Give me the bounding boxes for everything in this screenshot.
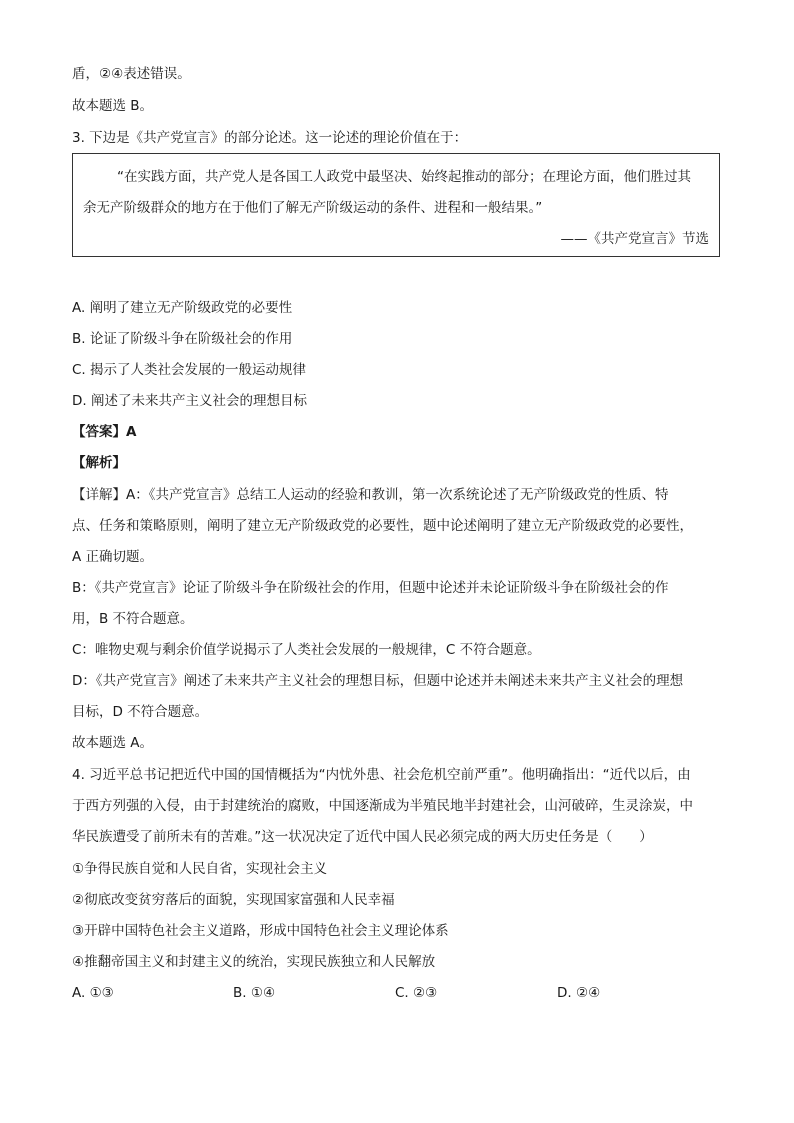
q3-option-b: B. 论证了阶级斗争在阶级社会的作用	[72, 331, 293, 347]
answer-label: 【答案】A	[72, 424, 137, 440]
q2-answer-line: 故本题选 B。	[72, 98, 154, 114]
analysis-line: 用，B 不符合题意。	[72, 611, 194, 627]
q4-item-4: ④推翻帝国主义和封建主义的统治，实现民族独立和人民解放	[72, 954, 436, 970]
analysis-line: 目标，D 不符合题意。	[72, 704, 209, 720]
q4-option-c: C. ②③	[395, 985, 438, 1001]
q4-stem-line: 4. 习近平总书记把近代中国的国情概括为“内忧外患、社会危机空前严重”。他明确指出：“近代以后，由	[72, 767, 691, 783]
analysis-line: D：《共产党宣言》阐述了未来共产主义社会的理想目标，但题中论述并未阐述未来共产主义社会的理想	[72, 673, 684, 689]
analysis-label: 【解析】	[72, 455, 126, 471]
quote-box	[72, 153, 720, 257]
q4-item-1: ①争得民族自觉和人民自省，实现社会主义	[72, 861, 328, 877]
q4-option-a: A. ①③	[72, 985, 114, 1001]
quote-line-2: 余无产阶级群众的地方在于他们了解无产阶级运动的条件、进程和一般结果。”	[83, 200, 543, 216]
q3-option-c: C. 揭示了人类社会发展的一般运动规律	[72, 362, 307, 378]
analysis-line: A 正确切题。	[72, 549, 154, 565]
q4-option-d: D. ②④	[557, 985, 601, 1001]
q3-option-d: D. 阐述了未来共产主义社会的理想目标	[72, 393, 307, 409]
analysis-line: B：《共产党宣言》论证了阶级斗争在阶级社会的作用，但题中论述并未论证阶级斗争在阶级社会的作	[72, 580, 669, 596]
q4-stem-line: 华民族遭受了前所未有的苦难。”这一状况决定了近代中国人民必须完成的两大历史任务是（ ）	[72, 829, 653, 845]
q4-stem-line: 于西方列强的入侵，由于封建统治的腐败，中国逐渐成为半殖民地半封建社会，山河破碎，生灵涂炭，中	[72, 798, 693, 814]
quote-line-1: “在实践方面，共产党人是各国工人政党中最坚决、始终起推动的部分；在理论方面，他们胜过其	[117, 169, 691, 185]
analysis-line: 【详解】A：《共产党宣言》总结工人运动的经验和教训，第一次系统论述了无产阶级政党的性质、特	[72, 487, 669, 503]
q4-item-2: ②彻底改变贫穷落后的面貌，实现国家富强和人民幸福	[72, 892, 395, 908]
quote-source: ——《共产党宣言》节选	[560, 231, 709, 247]
analysis-line: 故本题选 A。	[72, 735, 154, 751]
q3-stem: 3. 下边是《共产党宣言》的部分论述。这一论述的理论价值在于：	[72, 130, 468, 146]
q4-item-3: ③开辟中国特色社会主义道路，形成中国特色社会主义理论体系	[72, 923, 449, 939]
q4-option-b: B. ①④	[233, 985, 276, 1001]
q2-tail-line: 盾，②④表述错误。	[72, 66, 191, 82]
analysis-line: 点、任务和策略原则，阐明了建立无产阶级政党的必要性，题中论述阐明了建立无产阶级政党的必要性，	[72, 518, 693, 534]
analysis-line: C：唯物史观与剩余价值学说揭示了人类社会发展的一般规律，C 不符合题意。	[72, 642, 541, 658]
q3-option-a: A. 阐明了建立无产阶级政党的必要性	[72, 300, 293, 316]
